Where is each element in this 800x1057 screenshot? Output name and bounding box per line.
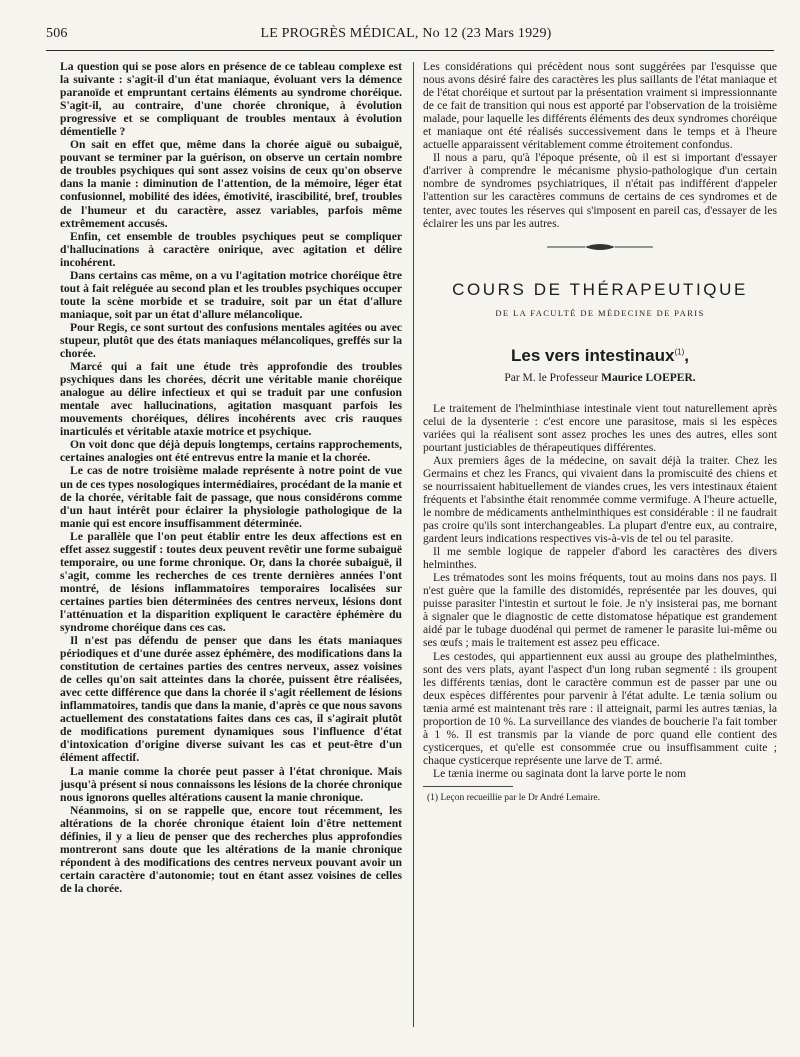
paragraph: Le parallèle que l'on peut établir entre les deux affections est en effet assez suggestif : toutes deux peuvent revêtir une forme subaiguë temporaire, ou une forme chronique. Or, dans la chorée subaiguë, il s'agit, comme les recherches de ces trente dernières années l'ont montré, de lésions inflammatoires temporaires localisées sur certaines parties bien déterminées des centres nerveux, lésions dont l'atténuation et la disparition expliquent le caractère éphémère du syndrome choréique dans ces cas. [60, 529, 402, 635]
running-title: LE PROGRÈS MÉDICAL, No 12 (23 Mars 1929) [260, 26, 552, 41]
paragraph: Pour Regis, ce sont surtout des confusions mentales agitées ou avec stupeur, plutôt que des états maniaques mélancoliques, greffés sur la chorée. [60, 320, 402, 361]
paragraph: Marcé qui a fait une étude très approfondie des troubles psychiques dans les chorées, décrit une véritable manie choréique analogue au délire infectieux et qui se traduit par une confusion mentale avec hallucinations, agitation masquant parfois les mouvements choréiques, délires incohérents avec cris rauques inarticulés et véritable ataxie motrice et psychique. [60, 360, 402, 439]
paragraph: Les cestodes, qui appartiennent eux aussi au groupe des plathelminthes, sont des vers plats, ayant l'aspect d'un long ruban segmenté : ils groupent les différents tænias, dont le caractère commun est de passer par une ou deux espèces différentes pour parvenir à l'état adulte. Le tænia solium ou tænia armé est maintenant très rare : il atteignait, parmi les autres tænias, la proportion de 10 %. La surveillance des viandes de boucherie l'a fait tomber à 1 %. Il est transmis par la viande de porc quand elle contient des cysticerques, et qu'elle est consommée crue ou insuffisamment cuite ; chaque cysticerque représente une larve de T. armé. [423, 649, 777, 767]
section-divider-ornament [545, 240, 655, 254]
left-column [60, 60, 402, 895]
paragraph: On sait en effet que, même dans la chorée aiguë ou subaiguë, pouvant se terminer par la guérison, on observe un certain nombre de troubles psychiques qui sont assez voisins de ceux qu'on observe dans la manie : diminution de l'attention, de la mémoire, léger état confusionnel, mobilité des idées, émotivité, irascibilité, bref, troubles de l'humeur et du caractère, assez variables, parfois même extrêmement accusés. [60, 138, 402, 230]
byline-prefix: Par M. le Professeur [504, 371, 599, 384]
paragraph: Les trématodes sont les moins fréquents, tout au moins dans nos pays. Il n'est guère que la famille des distomidés, représentée par les douves, qui puisse parasiter l'intestin et surtout le foie. Je n'y insisterai pas, me bornant à signaler que le diagnostic de cette distomatose hépatique est grandement aidé par le tubage duodénal qui permet de ramener le parasite lui-même ou ses œufs ; mais le traitement est assez peu efficace. [423, 571, 777, 650]
page-header [46, 26, 766, 48]
footnote-rule [423, 786, 513, 787]
page-number: 506 [46, 26, 68, 41]
right-column [423, 60, 777, 803]
footnote: (1) Leçon recueillie par le Dr André Lemaire. [427, 792, 601, 803]
column-rule [413, 62, 414, 1027]
paragraph: Dans certains cas même, on a vu l'agitation motrice choréique être tout à fait reléguée au second plan et les troubles psychiques occuper toute la scène morbide et se traduire, soit par un état d'allure maniaque, soit par un état d'allure mélancolique. [60, 268, 402, 321]
paragraph: Il nous a paru, qu'à l'époque présente, où il est si important d'essayer d'arriver à comprendre le mécanisme physio-pathologique d'un certain nombre de syndromes psychiatriques, il n'était pas indifférent d'appeler l'attention sur les caractères communs de certains de ces syndromes et de tenter, avec toutes les réserves qui s'imposent en pareil cas, d'essayer de les éclairer les uns par les autres. [423, 151, 777, 230]
paragraph: La manie comme la chorée peut passer à l'état chronique. Mais jusqu'à présent si nous connaissons les lésions de la chorée chronique nous ignorons quelles altérations causent la manie chronique. [60, 764, 402, 804]
paragraph: La question qui se pose alors en présence de ce tableau complexe est la suivante : s'agit-il d'un état maniaque, évoluant vers la démence paranoïde et empruntant certains éléments au syndrome choréique. S'agit-il, au contraire, d'une chorée chronique, à évolution progressive et se compliquant de troubles mentaux à évolution démentielle ? [60, 60, 402, 139]
byline [423, 372, 777, 384]
paragraph: Le traitement de l'helminthiase intestinale vient tout naturellement après celui de la dysenterie : c'est encore une parasitose, mais si les espèces variées qui la réalisent sont assez proches les unes des autres, elles sont pourtant justiciables de thérapeutiques différentes. [423, 401, 777, 454]
header-rule [46, 50, 774, 51]
paragraph: On voit donc que déjà depuis longtemps, certains rapprochements, certaines analogies ont été entrevus entre la manie et la chorée. [60, 438, 402, 465]
paragraph: Néanmoins, si on se rappelle que, encore tout récemment, les altérations de la chorée chronique étaient loin d'être nettement définies, il y a lieu de penser que des recherches plus approfondies montreront sans doute que les altérations de la manie chronique répondent à des modifications des centres nerveux pouvant avoir un certain caractère d'autonomie; tout en étant assez voisines de celles de la chorée. [60, 803, 402, 895]
footnote-marker: (1) [674, 346, 685, 356]
paragraph: Les considérations qui précèdent nous sont suggérées par l'esquisse que nous avons désiré faire des caractères les plus saillants de l'état maniaque et de l'état choréique et surtout par la présentation vraiment si impressionnante de ce fait de transition qui nous est apporté par l'observation de la troisième malade, pour laquelle les différents éléments des deux syndromes choréique et maniaque ont été réalisés successivement dans le temps et à l'heure actuelle apparaissent véritablement comme étroitement confondus. [423, 60, 777, 152]
section-subtitle: DE LA FACULTÉ DE MÉDECINE DE PARIS [495, 307, 705, 318]
paragraph: Il n'est pas défendu de penser que dans les états maniaques périodiques et d'une durée assez éphémère, des modifications dans la constitution de certaines parties des centres nerveux, assez voisines de celles qu'on sait atteintes dans la chorée, puissent être réalisées, avec cette différence que dans la chorée il s'agit réellement de lésions inflammatoires, tandis que dans la manie, d'après ce que nous savons actuellement des constatations faites dans ces cas, il s'agirait plutôt de modifications purement dynamiques sous l'influence d'état d'intoxication d'origine diverse suivant les cas et peut-être d'un élément affectif. [60, 634, 402, 765]
paragraph: Enfin, cet ensemble de troubles psychiques peut se compliquer d'hallucinations à caractère onirique, avec agitation et délire incohérent. [60, 229, 402, 269]
byline-author: Maurice LOEPER. [601, 371, 696, 384]
paragraph: Le cas de notre troisième malade représente à notre point de vue un de ces types nosologiques intermédiaires, procédant de la manie et de la chorée, véritable fait de passage, que nous considérons comme d'un haut intérêt pour éclairer la physiologie pathologique de la manie qui est encore insuffisamment déterminée. [60, 464, 402, 530]
paragraph: Le tænia inerme ou saginata dont la larve porte le nom [433, 766, 687, 780]
article-title: Les vers intestinaux$^{(1)}$, [511, 345, 689, 365]
paragraph: Il me semble logique de rappeler d'abord les caractères des divers helminthes. [423, 545, 777, 572]
paragraph: Aux premiers âges de la médecine, on savait déjà la traiter. Chez les Germains et chez les Francs, qui vivaient dans la promiscuité des chiens et se nourrissaient habituellement de viandes crues, les vers intestinaux étaient fréquents et l'absinthe était renommée comme vermifuge. A l'heure actuelle, le nombre de médicaments anthelminthiques est considérable : il ne faudrait pas croire qu'ils sont interchangeables. La plupart d'entre eux, au contraire, gardent leurs indications respectives vis-à-vis de tel ou tel parasite. [423, 453, 777, 546]
article-title-text: Les vers intestinaux [511, 345, 675, 365]
section-title: COURS DE THÉRAPEUTIQUE [452, 279, 748, 299]
